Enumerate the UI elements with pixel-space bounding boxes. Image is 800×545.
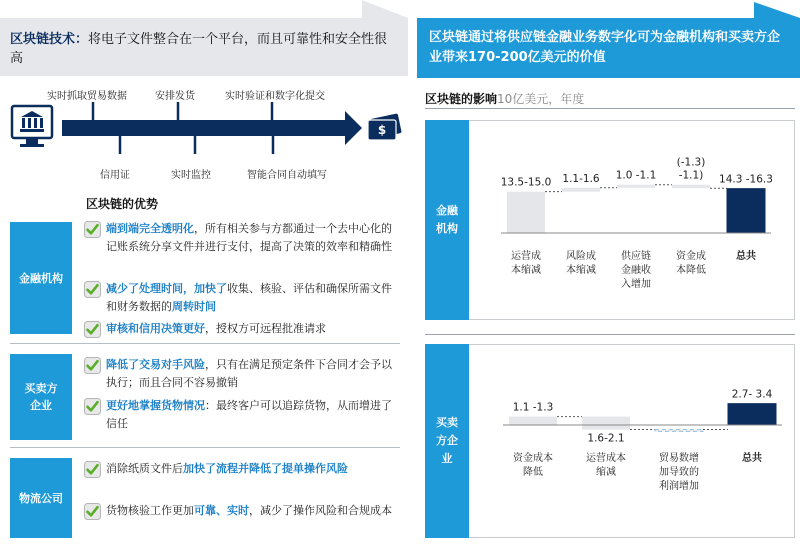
waterfall-bar (617, 185, 655, 188)
check-icon (84, 503, 101, 520)
category-label: 资金成本 (513, 453, 553, 464)
impact-unit: 10亿美元，年度 (497, 92, 585, 106)
header-tab-decoration (0, 0, 408, 18)
advantage-text: 收集、核验、评估和确保所需文件和财务数据的 (106, 282, 392, 313)
chart2-side-label (425, 344, 469, 538)
advantage-item (84, 460, 402, 478)
value-label: (-1.3) (676, 156, 706, 169)
value-label: 2.7- 3.4 (731, 388, 773, 401)
advantage-highlight: 端到端完全透明化 (106, 222, 194, 235)
timeline-arrow-head (345, 111, 362, 145)
buyer-seller-chart (469, 345, 795, 539)
check-icon (84, 221, 101, 238)
category-label: 利润增加 (659, 481, 699, 492)
advantage-item (84, 280, 402, 316)
advantage-text: ：最终客户可以追踪货物，从而增进了信任 (106, 399, 392, 430)
category-label: 本缩减 (511, 265, 541, 276)
category-label: 金融机构 (19, 271, 63, 285)
impact-title-text: 区块链的影响 (425, 92, 498, 106)
advantage-text: ，授权方可远程批准请求 (205, 322, 326, 335)
chart-divider (425, 334, 795, 335)
value-label: 1.6-2.1 (587, 432, 625, 445)
waterfall-bar (582, 417, 630, 430)
category-label: 资金成 (676, 251, 706, 262)
check-icon (84, 281, 101, 298)
check-icon (84, 357, 101, 374)
value-label: 1.0 -1.1 (615, 169, 657, 182)
advantage-item (84, 220, 402, 256)
advantage-text: ，所有相关参与方都通过一个去中心化的记账系统分享文件并进行支付，提高了决策的效率和精确性 (106, 222, 392, 253)
category-label: 本降低 (676, 265, 706, 276)
advantage-highlight: 审核和信用决策更好 (106, 322, 205, 335)
check-icon (84, 461, 101, 478)
waterfall-bar (728, 404, 776, 425)
value-label: 1.1 -1.3 (512, 401, 554, 414)
category-label: 加导致的 (659, 467, 699, 478)
waterfall-bar (672, 185, 710, 188)
category-label: 风险成 (566, 251, 596, 262)
bank-monitor-icon (12, 106, 52, 147)
category-label: 物流公司 (19, 491, 63, 505)
advantage-item (84, 320, 402, 338)
category-label: 供应链 (621, 251, 651, 262)
advantage-highlight: 降低了交易对手风险 (106, 358, 205, 371)
right-header: 区块链通过将供应链金融业务数字化可为金融机构和买卖方企业带来170-200亿美元的价值 (417, 18, 800, 78)
category-label: 缩减 (596, 467, 616, 478)
category-buyer-seller (10, 354, 72, 440)
advantage-highlight: 更好地掌握货物情况 (106, 399, 205, 412)
category-label: 买卖方企业 (24, 382, 58, 412)
advantage-text: 货物核验工作更加 (106, 504, 194, 517)
svg-text:$: $ (377, 123, 387, 137)
category-label: 贸易数增 (659, 453, 699, 464)
advantage-highlight-2: 加快了流程并降低了提单操作风险 (183, 462, 348, 475)
advantage-text-2: ，减少了操作风险和合规成本 (249, 504, 392, 517)
timeline-top-label-1: 实时抓取贸易数据 (47, 91, 127, 102)
category-label: 金融收 (621, 265, 651, 276)
left-header-text: 将电子文件整合在一个平台，而且可靠性和安全性很高 (10, 32, 388, 66)
category-label: 降低 (523, 467, 543, 478)
timeline-top-label-2: 安排发货 (155, 91, 195, 102)
waterfall-bar (509, 417, 557, 425)
chart1-side-label (425, 120, 469, 320)
advantages-title: 区块链的优势 (86, 197, 159, 211)
chart1-title: 金融机构 (436, 204, 458, 235)
timeline-bottom-label-2: 实时监控 (171, 170, 211, 181)
advantage-highlight-2: 可靠、实时 (194, 504, 249, 517)
value-label: -1.1) (678, 169, 704, 182)
category-label: 运营成本 (586, 453, 626, 464)
chart1-frame (469, 120, 795, 320)
category-label: 运营成 (511, 251, 541, 262)
check-icon (84, 321, 101, 338)
waterfall-bar (655, 430, 703, 432)
money-icon (368, 113, 402, 140)
financial-institutions-chart (469, 121, 795, 321)
chart2-title: 买卖方企业 (436, 416, 458, 465)
category-label: 总共 (736, 251, 756, 262)
advantage-item (84, 502, 402, 520)
right-panel (417, 0, 800, 545)
timeline-top-label-3: 实时验证和数字化提交 (225, 91, 325, 102)
advantage-item (84, 356, 402, 392)
timeline-bottom-label-3: 智能合同自动填写 (247, 170, 327, 181)
category-label: 总共 (742, 453, 762, 464)
chart2-frame (469, 344, 795, 538)
left-header (0, 18, 408, 76)
value-label: 13.5-15.0 (500, 176, 552, 189)
check-icon (84, 398, 101, 415)
left-header-highlight: 区块链技术： (10, 32, 89, 47)
impact-title (425, 90, 584, 107)
advantage-text: 消除纸质文件后 (106, 462, 183, 475)
advantage-item (84, 397, 402, 433)
waterfall-bar (507, 192, 545, 233)
value-label: 14.3 -16.3 (719, 173, 773, 186)
advantage-highlight: 减少了处理时间，加快了 (106, 282, 227, 295)
category-divider (10, 447, 400, 448)
timeline-arrow-bar (62, 120, 345, 136)
right-header-tab-decoration (417, 0, 800, 18)
waterfall-bar (562, 188, 600, 192)
process-timeline (0, 78, 408, 198)
category-financial-institutions (10, 222, 72, 334)
category-label: 入增加 (621, 279, 651, 290)
impact-title-rule (425, 108, 795, 109)
advantage-highlight-2: 周转时间 (172, 300, 216, 313)
timeline-bottom-label-1: 信用证 (100, 170, 130, 181)
advantage-text: ，只有在满足预定条件下合同才会予以执行；而且合同不容易撤销 (106, 358, 392, 389)
category-divider (10, 343, 400, 344)
category-logistics (10, 458, 72, 538)
value-label: 1.1-1.6 (562, 172, 600, 185)
waterfall-bar (727, 189, 765, 233)
category-label: 本缩减 (566, 265, 596, 276)
